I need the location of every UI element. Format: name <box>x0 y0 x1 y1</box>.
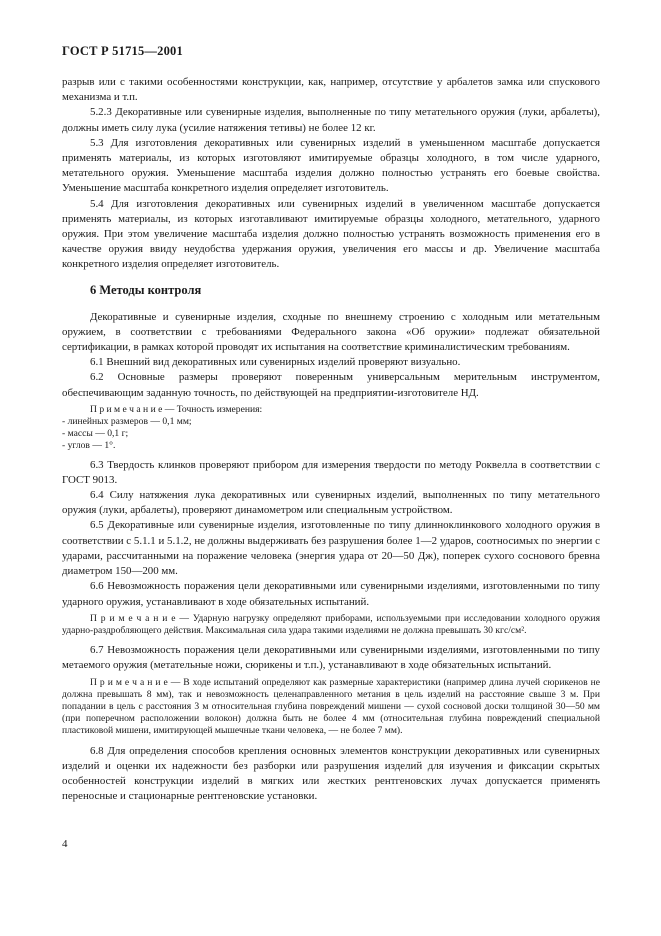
paragraph-5-2-3: 5.2.3 Декоративные или сувенирные изделия, выполненные по типу метательного оружия (луки, арбалеты), должны иметь силу лука (усилие натяжения тетивы) не более 12 кг. <box>62 106 600 134</box>
section-title-6: 6 Методы контроля <box>90 282 202 297</box>
paragraph-6-3: 6.3 Твердость клинков проверяют прибором для измерения твердости по методу Роквелла в соответствии с ГОСТ 9013. <box>62 458 600 486</box>
document-header: ГОСТ Р 51715—2001 <box>62 44 183 58</box>
paragraph-6-6: 6.6 Невозможность поражения цели декоративными или сувенирными изделиями, изготовленными по типу ударного оружия, устанавливают в ходе обязательных испытаний. <box>62 580 600 608</box>
note-1-item: - линейных размеров — 0,1 мм; <box>62 416 192 428</box>
paragraph-6-8: 6.8 Для определения способов крепления основных элементов конструкции декоративных или сувенирных изделий и оценки их надежности без разборки или разрушения изделий для изучения и фиксации скрытых особенностей конструкции изделий в мягких или жестких рентгеновских лучах допускается применять переносные и стационарные рентгеновские установки. <box>62 744 600 803</box>
note-1-text: — Точность измерения: <box>162 403 263 415</box>
paragraph-5-3: 5.3 Для изготовления декоративных или сувенирных изделий в уменьшенном масштабе допускается применять материалы, из которых изготовляют имитируемые образцы холодного, в том числе ударного, метательного оружия. Уменьшение масштаба изделия должно полностью устранять его боевые свойства. Уменьшение масштаба конкретного изделия определяет изготовитель. <box>62 136 600 195</box>
paragraph-6-5: 6.5 Декоративные или сувенирные изделия, изготовленные по типу длинноклинкового холодного оружия в соответствии с 5.1.1 и 5.1.2, не должны выдерживать без разрушения более 1—2 ударов, соотносимых по энергии с ударами, рассчитанными на поражение человека (энергия удара от 20—50 Дж), поперек сухого соснового бревна диаметром 150—200 мм. <box>62 519 600 578</box>
note-3-label: П р и м е ч а н и е <box>90 676 168 688</box>
note-1 <box>62 404 600 416</box>
note-1-label: П р и м е ч а н и е <box>90 403 163 415</box>
paragraph-6-intro: Декоративные и сувенирные изделия, сходные по внешнему строению с холодным или метательным оружием, в соответствии с требованиями Федерального закона «Об оружии» подлежат обязательной сертификации, в рамках которой проводят их испытания на соответствие криминалистическим требованиям. <box>62 310 600 354</box>
page-number: 4 <box>62 838 68 850</box>
paragraph-5-4: 5.4 Для изготовления декоративных или сувенирных изделий в увеличенном масштабе допускается применять материалы, из которых изготавливают имитируемые образцы холодного, метательного, ударного оружия. При этом увеличение масштаба изделия должно полностью устранять возможность применения его в качестве оружия ввиду неудобства удержания оружия, увеличения его массы и др. Увеличение масштаба конкретного изделия определяет изготовитель. <box>62 197 600 271</box>
paragraph-continuation: разрыв или с такими особенностями конструкции, как, например, отсутствие у арбалетов замка или спускового механизма и т.п. <box>62 76 600 104</box>
note-3-text: — В ходе испытаний определяют как размерные характеристики (например длина лучей сюрикенов не должна превышать 8 мм), так и невозможность целенаправленного метания в цель изделий на расстояние свыше 3 м. При попадании в цель с расстояния 3 м относительная глубина повреждений мишени — сухой сосновой доски толщиной 30—50 мм (при поперечном расположении волокон) должна быть не более 4 мм (относительная глубина повреждений специальной пластиковой мишени, имитирующей мышечные ткани человека, — не более 7 мм). <box>62 676 600 737</box>
note-1-list <box>62 416 600 453</box>
paragraph-6-1: 6.1 Внешний вид декоративных или сувенирных изделий проверяют визуально. <box>90 356 461 369</box>
note-2-label: П р и м е ч а н и е <box>90 612 176 624</box>
note-1-item: - углов — 1°. <box>62 440 116 452</box>
note-2 <box>62 613 600 637</box>
note-2-text: — Ударную нагрузку определяют приборами, используемыми при исследовании холодного оружия ударно-раздробляющего действия. Максимальная сила удара такими изделиями не должна превышать 30 кгс/см². <box>62 612 600 636</box>
note-3 <box>62 677 600 738</box>
note-1-item: - массы — 0,1 г; <box>62 428 129 440</box>
paragraph-6-2: 6.2 Основные размеры проверяют поверенным универсальным мерительным инструментом, обеспечивающим заданную точность, по действующей на предприятии-изготовителе НД. <box>62 371 600 399</box>
paragraph-6-7: 6.7 Невозможность поражения цели декоративными или сувенирными изделиями, изготовленными по типу метаемого оружия (метательные ножи, сюрикены и т.п.), устанавливают в ходе обязательных испытаний. <box>62 644 600 672</box>
paragraph-6-4: 6.4 Силу натяжения лука декоративных или сувенирных изделий, выполненных по типу метательного оружия (луки, арбалеты), проверяют динамометром или специальным устройством. <box>62 489 600 517</box>
document-body <box>62 75 600 804</box>
